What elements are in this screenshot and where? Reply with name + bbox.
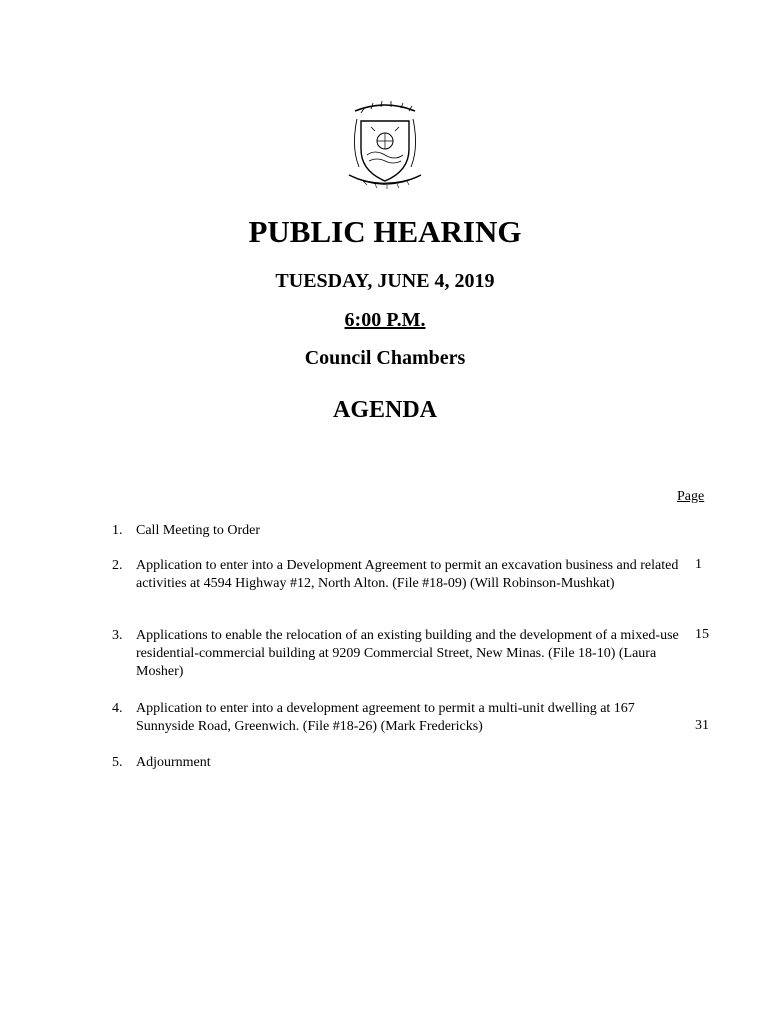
municipal-crest-image — [341, 97, 429, 193]
agenda-item-number: 4. — [112, 701, 123, 716]
agenda-item-page: 1 — [695, 557, 702, 572]
agenda-item-text: Adjournment — [136, 755, 211, 770]
meeting-date: TUESDAY, JUNE 4, 2019 — [275, 270, 495, 292]
meeting-time: 6:00 P.M. — [344, 309, 426, 331]
agenda-item-page: 15 — [695, 627, 709, 642]
agenda-item-number: 1. — [112, 523, 123, 538]
agenda-item-text: Application to enter into a Development Agreement to permit an excavation business and related activities at 4594 Highway #12, North Alton. (File #18-09) (Will Robinson-Mushkat) — [136, 558, 679, 591]
agenda-item-number: 5. — [112, 755, 123, 770]
agenda-item-page: 31 — [695, 718, 709, 733]
page-title: PUBLIC HEARING — [248, 214, 522, 249]
agenda-item-text: Applications to enable the relocation of an existing building and the development of a mixed-use residential-commercial building at 9209 Commercial Street, New Minas. (File 18-10) (Laura Mosher) — [136, 628, 679, 679]
agenda-item-number: 3. — [112, 628, 123, 643]
page-column-header: Page — [677, 489, 705, 504]
meeting-location: Council Chambers — [304, 347, 466, 369]
agenda-item-text: Application to enter into a development agreement to permit a multi-unit dwelling at 167 Sunnyside Road, Greenwich. (File #18-26) (Mark Fredericks) — [136, 701, 635, 734]
agenda-item-number: 2. — [112, 558, 123, 573]
agenda-heading: AGENDA — [332, 397, 437, 423]
agenda-item-text: Call Meeting to Order — [136, 523, 261, 538]
